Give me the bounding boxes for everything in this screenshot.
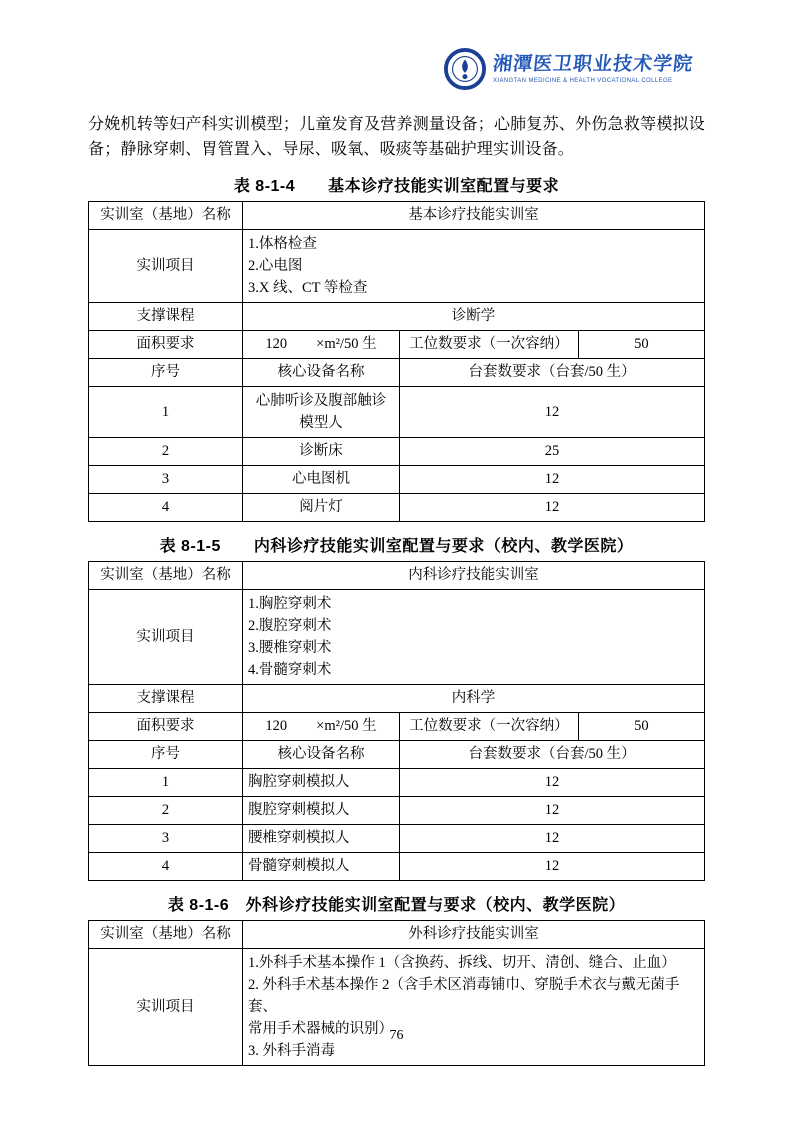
cell-line: 3.X 线、CT 等检查 [248,280,368,296]
table-row [89,590,705,685]
cell-line: 3. 外科手消毒 [248,1043,335,1059]
equipment-qty: 12 [400,466,705,494]
table-row [89,331,705,359]
table-title-8-1-4: 表 8-1-4 基本诊疗技能实训室配置与要求 [233,178,560,195]
equipment-no: 2 [89,797,243,825]
col-header-equipment: 核心设备名称 [243,741,400,769]
row-label: 实训室（基地）名称 [89,921,243,949]
equipment-name: 骨髓穿刺模拟人 [243,853,400,881]
equipment-name: 心电图机 [243,466,400,494]
college-emblem-icon [444,48,486,90]
row-label: 支撑课程 [89,303,243,331]
table-row [89,562,705,590]
equipment-no: 1 [89,387,243,438]
table-row [89,438,705,466]
equipment-qty: 12 [400,825,705,853]
table-row [89,797,705,825]
table-row [89,825,705,853]
workstation-value: 50 [578,331,704,359]
equipment-name [243,387,400,438]
equipment-name: 腹腔穿刺模拟人 [243,797,400,825]
cell-line: 1.外科手术基本操作 1（含换药、拆线、切开、清创、缝合、止血） [248,955,676,971]
col-header-equipment: 核心设备名称 [243,359,400,387]
cell-line: 2. 外科手术基本操作 2（含手术区消毒铺巾、穿脱手术衣与戴无菌手套、 [248,977,680,1015]
col-header-no: 序号 [89,741,243,769]
table-row [89,853,705,881]
row-label: 面积要求 [89,713,243,741]
cell-line: 心肺听诊及腹部触诊 [255,393,387,409]
table-row [89,494,705,522]
cell-line: 3.腰椎穿刺术 [248,640,332,656]
table-row [89,949,705,1066]
equipment-qty: 12 [400,853,705,881]
table-row [89,387,705,438]
equipment-no: 3 [89,825,243,853]
workstation-label: 工位数要求（一次容纳） [400,331,579,359]
cell-line: 模型人 [299,415,343,431]
row-label: 支撑课程 [89,685,243,713]
equipment-qty: 25 [400,438,705,466]
equipment-name: 腰椎穿刺模拟人 [243,825,400,853]
cell-line: 常用手术器械的识别） [248,1021,393,1037]
intro-paragraph: 分娩机转等妇产科实训模型；儿童发育及营养测量设备；心肺复苏、外伤急救等模拟设备；静脉穿刺、胃管置入、导尿、吸氧、吸痰等基础护理实训设备。 [88,116,705,158]
col-header-no: 序号 [89,359,243,387]
training-items [243,949,705,1066]
table-row [89,230,705,303]
college-logo [444,48,693,90]
row-label: 实训室（基地）名称 [89,202,243,230]
table-title-8-1-6: 表 8-1-6 外科诊疗技能实训室配置与要求（校内、教学医院） [167,897,626,914]
col-header-quantity: 台套数要求（台套/50 生） [400,359,705,387]
row-label: 面积要求 [89,331,243,359]
equipment-no: 4 [89,494,243,522]
col-header-quantity: 台套数要求（台套/50 生） [400,741,705,769]
equipment-no: 4 [89,853,243,881]
cell-line: 2.心电图 [248,258,303,274]
equipment-name: 阅片灯 [243,494,400,522]
page-number: 76 [389,1028,404,1043]
equipment-no: 3 [89,466,243,494]
college-name: 湘潭医卫职业技术学院 [491,54,695,76]
training-items [243,590,705,685]
table-row [89,359,705,387]
table-8-1-6 [88,920,705,1066]
table-title-8-1-5: 表 8-1-5 内科诊疗技能实训室配置与要求（校内、教学医院） [159,538,634,555]
supporting-course: 诊断学 [243,303,705,331]
equipment-qty: 12 [400,494,705,522]
area-value: 120 ×m²/50 生 [243,713,400,741]
table-row [89,685,705,713]
cell-line: 4.骨髓穿刺术 [248,662,332,678]
table-8-1-5 [88,561,705,881]
table-row [89,921,705,949]
cell-line: 2.腹腔穿刺术 [248,618,332,634]
row-label: 实训室（基地）名称 [89,562,243,590]
equipment-name: 胸腔穿刺模拟人 [243,769,400,797]
row-label: 实训项目 [89,230,243,303]
equipment-qty: 12 [400,769,705,797]
table-row [89,202,705,230]
equipment-qty: 12 [400,387,705,438]
table-row [89,713,705,741]
table-row [89,741,705,769]
supporting-course: 内科学 [243,685,705,713]
workstation-value: 50 [578,713,704,741]
row-label: 实训项目 [89,590,243,685]
cell-line: 1.体格检查 [248,236,317,252]
cell-line: 1.胸腔穿刺术 [248,596,332,612]
area-value: 120 ×m²/50 生 [243,331,400,359]
table-row [89,303,705,331]
row-label: 实训项目 [89,949,243,1066]
table-row [89,466,705,494]
table-8-1-4 [88,201,705,522]
table-row [89,769,705,797]
room-name: 基本诊疗技能实训室 [243,202,705,230]
equipment-qty: 12 [400,797,705,825]
room-name: 内科诊疗技能实训室 [243,562,705,590]
workstation-label: 工位数要求（一次容纳） [400,713,579,741]
training-items [243,230,705,303]
college-name-english: XIANGTAN MEDICINE & HEALTH VOCATIONAL COLLEGE [492,77,673,84]
equipment-no: 1 [89,769,243,797]
equipment-no: 2 [89,438,243,466]
college-logo-text [493,54,693,84]
equipment-name: 诊断床 [243,438,400,466]
room-name: 外科诊疗技能实训室 [243,921,705,949]
